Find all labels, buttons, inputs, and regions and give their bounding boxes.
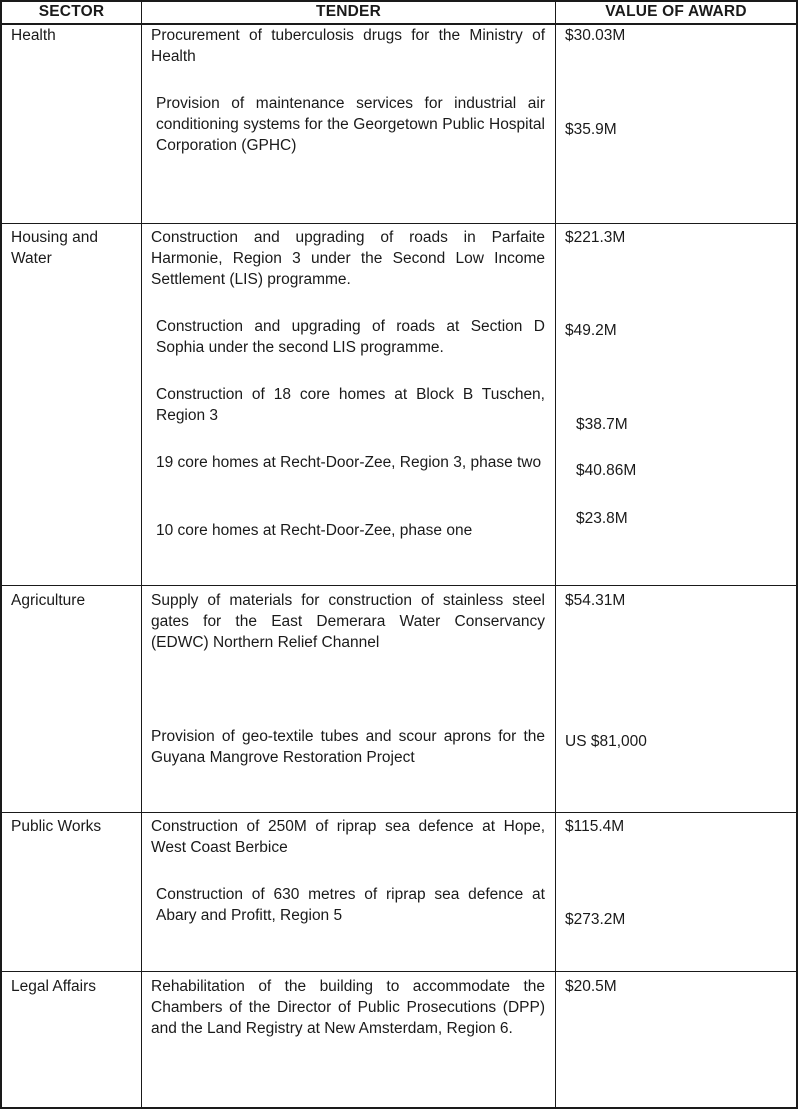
tender-cell: Construction of 250M of riprap sea defence at Hope, West Coast Berbice — [151, 818, 545, 856]
award-value: $38.7M — [576, 416, 628, 433]
header-sector: SECTOR — [38, 3, 105, 20]
award-value: $20.5M — [565, 978, 617, 995]
award-value: $30.03M — [565, 27, 626, 44]
tender-cell: Construction of 18 core homes at Block B Tuschen, Region 3 — [156, 386, 545, 424]
award-value: US $81,000 — [565, 733, 647, 750]
row-divider — [0, 585, 798, 586]
tender-cell: Construction of 630 metres of riprap sea defence at Abary and Profitt, Region 5 — [156, 886, 545, 924]
sector-health: Health — [11, 27, 56, 44]
row-divider — [0, 971, 798, 972]
tender-cell: 19 core homes at Recht-Door-Zee, Region 3, phase two — [156, 454, 542, 471]
sector-housing-and-water: Housing and Water — [11, 229, 99, 267]
tender-cell: Provision of maintenance services for industrial air conditioning systems for the Georgetown Public Hospital Corporation (GPHC) — [156, 95, 545, 154]
table-border-left — [0, 0, 2, 1109]
tender-cell: Construction and upgrading of roads in Parfaite Harmonie, Region 3 under the Second Low Income Settlement (LIS) programme. — [151, 229, 545, 288]
award-value: $49.2M — [565, 322, 617, 339]
header-tender: TENDER — [316, 3, 381, 20]
row-divider — [0, 223, 798, 224]
tender-cell: Provision of geo-textile tubes and scour aprons for the Guyana Mangrove Restoration Project — [151, 728, 545, 766]
column-divider — [555, 0, 556, 1109]
award-value: $40.86M — [576, 462, 637, 479]
tender-cell: Construction and upgrading of roads at Section D Sophia under the second LIS programme. — [156, 318, 545, 356]
award-value: $221.3M — [565, 229, 626, 246]
award-value: $54.31M — [565, 592, 626, 609]
row-divider — [0, 812, 798, 813]
sector-legal-affairs: Legal Affairs — [11, 978, 97, 995]
tender-cell: 10 core homes at Recht-Door-Zee, phase one — [156, 522, 473, 539]
tender-cell: Procurement of tuberculosis drugs for the Ministry of Health — [151, 27, 545, 65]
award-value: $23.8M — [576, 510, 628, 527]
header-value: VALUE OF AWARD — [605, 3, 747, 20]
tender-cell: Rehabilitation of the building to accommodate the Chambers of the Director of Public Prosecutions (DPP) and the Land Registry at New Amsterdam, Region 6. — [151, 978, 545, 1037]
award-value: $115.4M — [565, 818, 625, 835]
sector-public-works: Public Works — [11, 818, 102, 835]
sector-agriculture: Agriculture — [11, 592, 86, 609]
award-value: $35.9M — [565, 121, 617, 138]
award-value: $273.2M — [565, 911, 626, 928]
tender-cell: Supply of materials for construction of stainless steel gates for the East Demerara Water Conservancy (EDWC) Northern Relief Channel — [151, 592, 545, 651]
column-divider — [141, 0, 142, 1109]
